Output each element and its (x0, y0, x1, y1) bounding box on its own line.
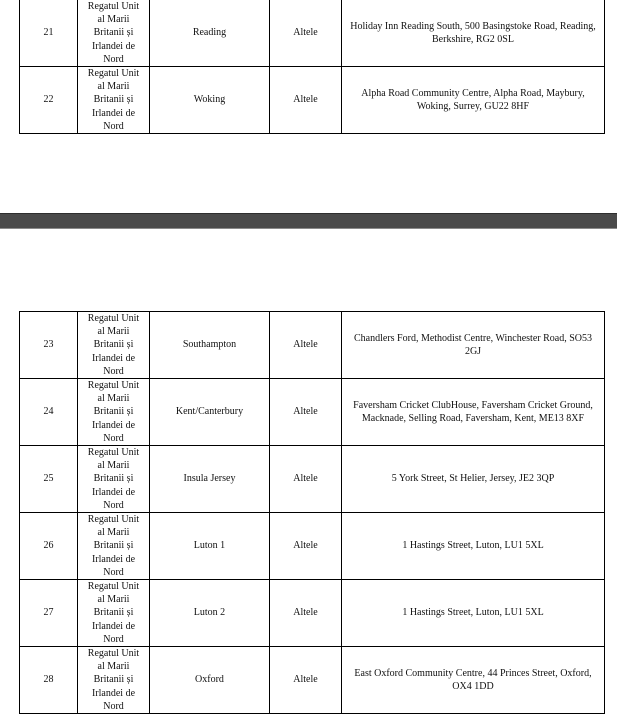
country-line: Britanii și (93, 473, 134, 485)
country-line: Irlandei de (91, 107, 136, 119)
row-number: 22 (20, 67, 78, 134)
address-cell: East Oxford Community Centre, 44 Princes Street, Oxford, OX4 1DD (342, 647, 605, 714)
country-line: Britanii și (93, 674, 134, 686)
country-line: Nord (103, 700, 124, 712)
country-line: al Marii (97, 527, 130, 539)
page-separator (0, 213, 617, 229)
city-cell: Luton 2 (150, 580, 270, 647)
table-row (20, 0, 605, 67)
country-line: Britanii și (93, 406, 134, 418)
type-cell: Altele (270, 446, 342, 513)
country-line: Nord (103, 365, 124, 377)
address-cell: Faversham Cricket ClubHouse, Faversham Cricket Ground, Macknade, Selling Road, Faversham, Kent, ME13 8XF (342, 379, 605, 446)
address-cell: 1 Hastings Street, Luton, LU1 5XL (342, 580, 605, 647)
table-row (20, 580, 605, 647)
country-line: Irlandei de (91, 687, 136, 699)
country-cell (78, 312, 150, 379)
type-cell: Altele (270, 379, 342, 446)
table-row (20, 312, 605, 379)
row-number: 28 (20, 647, 78, 714)
country-line: Nord (103, 633, 124, 645)
country-line: Britanii și (93, 27, 134, 39)
type-cell: Altele (270, 580, 342, 647)
country-line: al Marii (97, 393, 130, 405)
country-line: Nord (103, 53, 124, 65)
row-number: 21 (20, 0, 78, 67)
country-line: Irlandei de (91, 620, 136, 632)
address-cell: Chandlers Ford, Methodist Centre, Winchester Road, SO53 2GJ (342, 312, 605, 379)
type-cell: Altele (270, 67, 342, 134)
table-row (20, 647, 605, 714)
table-row (20, 67, 605, 134)
country-line: Regatul Unit (87, 380, 140, 392)
country-line: Regatul Unit (87, 68, 140, 80)
country-cell (78, 67, 150, 134)
row-number: 25 (20, 446, 78, 513)
row-number: 27 (20, 580, 78, 647)
country-line: Britanii și (93, 607, 134, 619)
country-line: al Marii (97, 14, 130, 26)
country-cell (78, 513, 150, 580)
country-cell (78, 0, 150, 67)
type-cell: Altele (270, 513, 342, 580)
table-row (20, 513, 605, 580)
country-cell (78, 379, 150, 446)
country-line: Irlandei de (91, 486, 136, 498)
city-cell: Kent/Canterbury (150, 379, 270, 446)
country-line: Regatul Unit (87, 648, 140, 660)
country-line: Regatul Unit (87, 447, 140, 459)
country-cell (78, 446, 150, 513)
country-cell (78, 580, 150, 647)
country-line: al Marii (97, 661, 130, 673)
country-line: Regatul Unit (87, 313, 140, 324)
city-cell: Reading (150, 0, 270, 67)
city-cell: Southampton (150, 312, 270, 379)
address-cell: Alpha Road Community Centre, Alpha Road, Maybury, Woking, Surrey, GU22 8HF (342, 67, 605, 134)
city-cell: Insula Jersey (150, 446, 270, 513)
country-line: Irlandei de (91, 40, 136, 52)
country-line: Britanii și (93, 94, 134, 106)
country-line: al Marii (97, 326, 130, 338)
country-line: Britanii și (93, 540, 134, 552)
country-line: Irlandei de (91, 419, 136, 431)
country-line: Nord (103, 120, 124, 132)
country-line: al Marii (97, 81, 130, 93)
locations-table-bottom (19, 311, 605, 714)
country-line: Nord (103, 432, 124, 444)
country-cell (78, 647, 150, 714)
city-cell: Luton 1 (150, 513, 270, 580)
country-line: Britanii și (93, 339, 134, 351)
locations-table-top (19, 0, 605, 134)
country-line: Irlandei de (91, 352, 136, 364)
table-row (20, 379, 605, 446)
type-cell: Altele (270, 647, 342, 714)
row-number: 24 (20, 379, 78, 446)
address-cell: Holiday Inn Reading South, 500 Basingstoke Road, Reading, Berkshire, RG2 0SL (342, 0, 605, 67)
city-cell: Woking (150, 67, 270, 134)
country-line: Regatul Unit (87, 1, 140, 12)
country-line: al Marii (97, 594, 130, 606)
row-number: 23 (20, 312, 78, 379)
address-cell: 5 York Street, St Helier, Jersey, JE2 3QP (342, 446, 605, 513)
country-line: Nord (103, 499, 124, 511)
country-line: al Marii (97, 460, 130, 472)
row-number: 26 (20, 513, 78, 580)
address-cell: 1 Hastings Street, Luton, LU1 5XL (342, 513, 605, 580)
type-cell: Altele (270, 312, 342, 379)
country-line: Regatul Unit (87, 581, 140, 593)
city-cell: Oxford (150, 647, 270, 714)
type-cell: Altele (270, 0, 342, 67)
country-line: Irlandei de (91, 553, 136, 565)
country-line: Regatul Unit (87, 514, 140, 526)
table-row (20, 446, 605, 513)
country-line: Nord (103, 566, 124, 578)
document-page-top (0, 0, 617, 213)
